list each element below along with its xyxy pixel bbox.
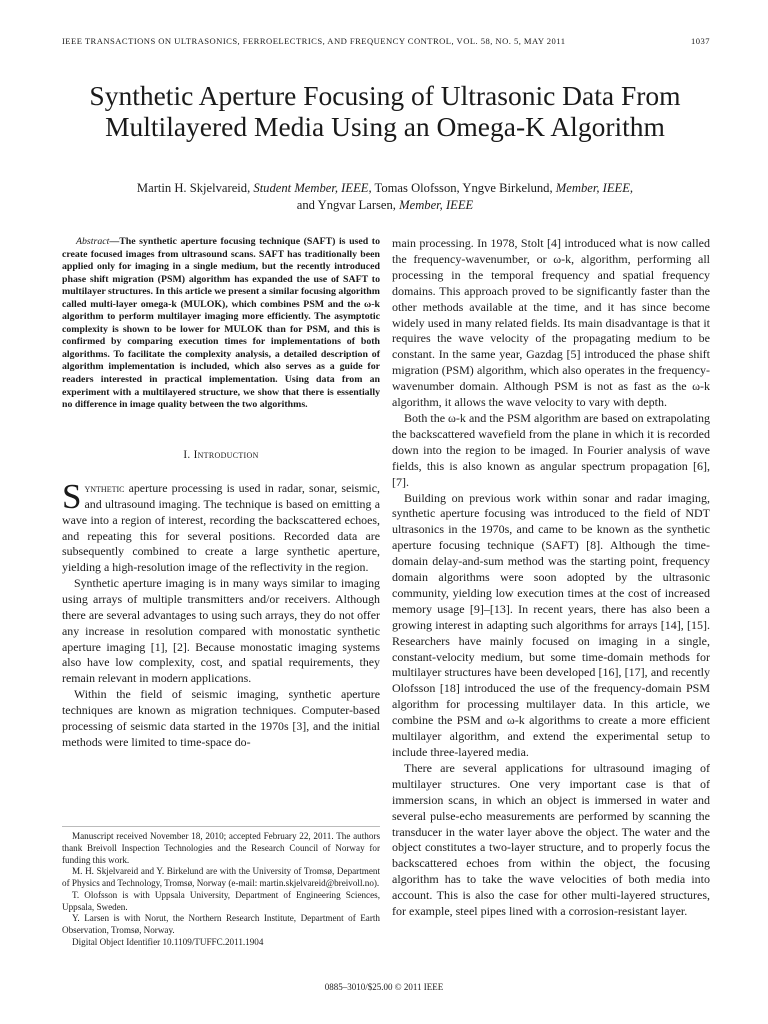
footnote: M. H. Skjelvareid and Y. Birkelund are with the University of Tromsø, Department of Physics and Technology, Tromsø, Norway (e-mail: martin.skjelvareid@breivoll.no). bbox=[62, 866, 380, 888]
abstract-label: Abstract bbox=[76, 236, 110, 247]
section-heading-introduction bbox=[62, 448, 380, 463]
section-numeral: I. bbox=[183, 448, 191, 461]
running-header bbox=[62, 36, 710, 46]
left-column bbox=[62, 236, 380, 750]
intro-paragraph-text: aperture processing is used in radar, sonar, seismic, and ultrasound imaging. The technique is based on emitting a wave into a region of interest, recording the backscattered echoes, and repeating this for several positions. Recorded data are subsequently combined to create a large synthetic aperture, yielding a high-resolution image of the reflectivity in the region. bbox=[62, 481, 380, 575]
author-larsen: and Yngvar Larsen, bbox=[296, 198, 396, 212]
intro-paragraph: Within the field of seismic imaging, synthetic aperture techniques are known as migration techniques. Computer-based processing of seismic data started in the 1970s [3], and the initial methods were limited to time-space do- bbox=[62, 687, 380, 749]
author-affiliation-role: Member, IEEE, bbox=[555, 181, 634, 195]
journal-citation: IEEE TRANSACTIONS ON ULTRASONICS, FERROELECTRICS, AND FREQUENCY CONTROL, VOL. 58, NO. 5, MAY 2011 bbox=[62, 36, 566, 46]
author-affiliation-role: Member, IEEE bbox=[399, 198, 474, 212]
footnote: T. Olofsson is with Uppsala University, Department of Engineering Sciences, Uppsala, Sweden. bbox=[62, 889, 380, 912]
author-skjelvareid: Martin H. Skjelvareid, bbox=[136, 181, 251, 195]
body-paragraph: main processing. In 1978, Stolt [4] introduced what is now called the frequency-wavenumber, or ω-k, algorithm, performing all processing in the temporal frequency and spatial frequency domains. This approach proved to be significantly faster than the other methods available at the time, and it has since become widely used in many related fields. Its main disadvantage is that it requires the wave velocity of the propagating medium to be constant. In the same year, Gazdag [5] introduced the phase shift migration (PSM) algorithm, which also operates in the frequency-wavenumber domain. Although PSM is not as fast as the ω-k algorithm, it allows the wave velocity to vary with depth. bbox=[392, 236, 710, 410]
drop-cap: S bbox=[62, 477, 82, 517]
introduction-body bbox=[62, 477, 380, 750]
body-paragraph: Building on previous work within sonar and radar imaging, synthetic aperture focusing was introduced to the field of NDT ultrasonics in the 1970s, and came to be known as the synthetic aperture focusing technique (SAFT) [8]. Although the time-domain delay-and-sum method was the starting point, frequency domain algorithms were soon adopted by the ultrasonic community, yielding low execution times at the cost of increased memory usage [9]–[13]. In recent years, there has also been a growing interest in adapting such algorithms for arrays [14], [15]. Researchers have mainly focused on imaging in a single, constant-velocity medium, but some time-domain methods for multilayer structures have been developed [16], [17], and recently Olofsson [18] introduced the use of the frequency-domain PSM algorithm for processing multilayer data. In this article, we combine the PSM and ω-k algorithms to create a more efficient multilayer algorithm, and extend the experimental setup to include three-layered media. bbox=[392, 490, 710, 759]
author-list bbox=[60, 180, 710, 214]
intro-first-word: ynthetic bbox=[84, 481, 125, 496]
author-olofsson-birkelund: Tomas Olofsson, Yngve Birkelund, bbox=[374, 181, 553, 195]
body-paragraph: There are several applications for ultrasound imaging of multilayer structures. One very important case is that of immersion scans, in which an object is immersed in water and several pulse-echo measurements are performed by scanning the transducer in the water layer above the object. The water and the object constitutes a two-layer structure, and to properly focus the backscattered echoes from within the object, the focusing algorithm has to take the wave velocities of both media into account. This is also the case for other multi-layered structures, for example, steel pipes lined with a corrosion-resistant layer. bbox=[392, 760, 710, 919]
footnote-doi: Digital Object Identifier 10.1109/TUFFC.2011.1904 bbox=[72, 936, 264, 947]
intro-paragraph: Synthetic aperture imaging is in many ways similar to imaging using arrays of multiple transmitters and/or receivers. Although there are several advantages to using such arrays, they do not offer any increase in resolution compared with monostatic synthetic aperture imaging [1], [2]. Because monostatic imaging systems also have low complexity, cost, and spatial requirements, they remain relevant in modern applications. bbox=[62, 576, 380, 686]
body-paragraph: Both the ω-k and the PSM algorithm are based on extrapolating the backscattered wavefield from the plane in which it is recorded down into the region to be imaged. In Fourier analysis of wave fields, this is also known as angular spectrum propagation [6], [7]. bbox=[392, 410, 710, 489]
footnote: Manuscript received November 18, 2010; accepted February 22, 2011. The authors thank Breivoll Inspection Technologies and the Research Council of Norway for funding this work. bbox=[62, 831, 380, 865]
copyright-line: 0885–3010/$25.00 © 2011 IEEE bbox=[324, 982, 444, 992]
right-column bbox=[392, 236, 710, 920]
footnote-divider bbox=[62, 826, 380, 827]
page-number: 1037 bbox=[691, 36, 710, 46]
footnote: Y. Larsen is with Norut, the Northern Research Institute, Department of Earth Observation, Tromsø, Norway. bbox=[62, 913, 380, 935]
author-affiliation-role: Student Member, IEEE, bbox=[253, 181, 372, 195]
footnotes bbox=[62, 831, 380, 949]
intro-paragraph bbox=[62, 477, 380, 576]
paper-title: Synthetic Aperture Focusing of Ultrasonic Data From Multilayered Media Using an Omega-K Algorithm bbox=[89, 80, 681, 142]
section-title: Introduction bbox=[193, 448, 259, 461]
abstract-text: —The synthetic aperture focusing technique (SAFT) is used to create focused images from ultrasound scans. SAFT has traditionally been applied only for imaging in a single medium, but the recently introduced phase shift migration (PSM) algorithm has expanded the use of SAFT to multilayer structures. In this article we present a similar focusing algorithm called multi-layer omega-k (MULOK), which combines PSM and the ω-k algorithm to perform multilayer imaging more efficiently. The asymptotic complexity is shown to be lower for MULOK than for PSM, and this is confirmed by comparing execution times for implementations of both algorithms. To facilitate the complexity analysis, a detailed description of algorithm implementation is included, which also serves as a guide for readers interested in practical implementation. Using data from an experiment with a multilayered structure, we show that there is essentially no difference in image quality between the two algorithms. bbox=[62, 236, 380, 411]
abstract bbox=[62, 236, 380, 412]
